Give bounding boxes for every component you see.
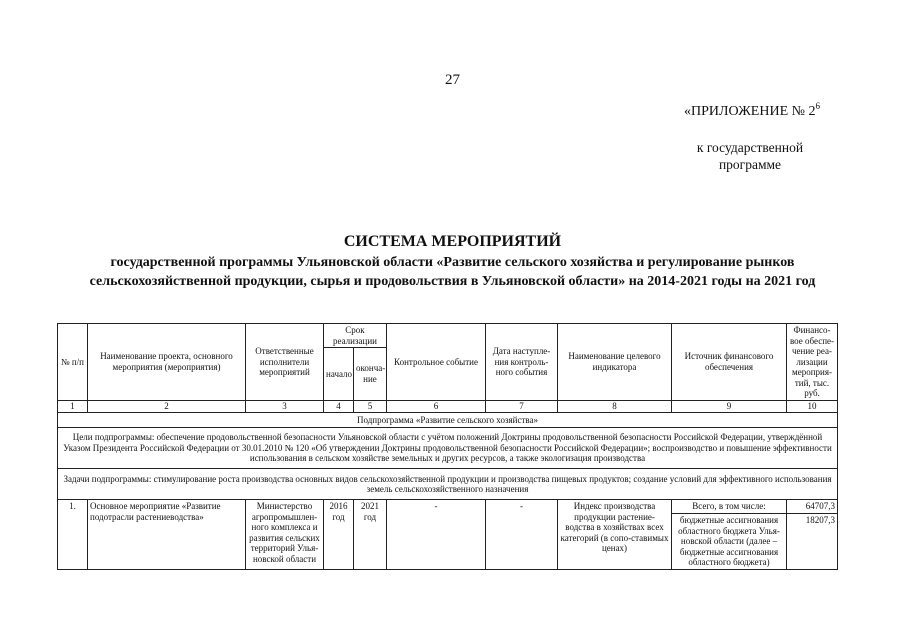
table-row xyxy=(58,500,838,514)
appendix-subtitle xyxy=(690,139,810,173)
end-year: 2021 год xyxy=(354,500,387,570)
subprogram-row xyxy=(58,412,838,428)
column-number: 4 xyxy=(324,400,354,412)
header-num: № п/п xyxy=(58,324,88,401)
document-title: СИСТЕМА МЕРОПРИЯТИЙ xyxy=(343,233,562,250)
source-total: Всего, в том числе: xyxy=(672,500,787,514)
column-numbers-row xyxy=(58,400,838,412)
executor-name: Министерство агропромышлен-ного комплекса и развития сельских территорий Улья-новской области xyxy=(246,500,324,570)
appendix-line-2: программе xyxy=(718,157,782,172)
control-date: - xyxy=(486,500,558,570)
header-executors: Ответственные исполнители мероприятий xyxy=(246,324,324,401)
tasks-row xyxy=(58,469,838,500)
column-number: 8 xyxy=(558,400,672,412)
header-term: Срок реализации xyxy=(324,324,387,348)
header-event: Контрольное событие xyxy=(387,324,486,401)
appendix-text: «ПРИЛОЖЕНИЕ № 2 xyxy=(684,104,816,119)
column-number: 10 xyxy=(787,400,838,412)
column-number: 1 xyxy=(58,400,88,412)
row-number: 1. xyxy=(58,500,88,570)
subprogram-goals: Цели подпрограммы: обеспечение продовольственной безопасности Ульяновской области с учётом положений Доктрины продовольственной безопасности Российской Федерации, утверждённой Указом Президента Российской Федерации от 30.01.2010 № 120 «Об утверждении Доктрины продовольственной безопасности Российской Федерации»; воспроизводство и повышение эффективности использования в сельском хозяйстве земельных и других ресурсов, а также экологизация производства xyxy=(58,428,838,469)
header-end: оконча-ние xyxy=(354,348,387,401)
column-number: 3 xyxy=(246,400,324,412)
page-number: 27 xyxy=(445,72,460,88)
control-event: - xyxy=(387,500,486,570)
column-number: 6 xyxy=(387,400,486,412)
goals-row xyxy=(58,428,838,469)
target-indicator: Индекс производства продукции растение-водства в хозяйствах всех категорий (в сопо-ставимых ценах) xyxy=(558,500,672,570)
measure-name: Основное мероприятие «Развитие подотрасли растениеводства» xyxy=(88,500,246,570)
appendix-superscript: 6 xyxy=(815,101,820,111)
subprogram-tasks: Задачи подпрограммы: стимулирование роста производства основных видов сельскохозяйственной продукции и производства пищевых продуктов; создание условий для эффективного использования земель сельскохозяйственного назначения xyxy=(58,469,838,500)
header-finance: Финансо-вое обеспе-чение реа-лизации мероприя-тий, тыс. руб. xyxy=(787,324,838,401)
column-number: 7 xyxy=(486,400,558,412)
appendix-label xyxy=(684,101,820,120)
header-indicator: Наименование целевого индикатора xyxy=(558,324,672,401)
subprogram-title: Подпрограмма «Развитие сельского хозяйства» xyxy=(58,412,838,428)
appendix-line-1: к государственной xyxy=(696,140,804,155)
source-budget: бюджетные ассигнования областного бюджета Улья-новской области (далее – бюджетные ассигнования областного бюджета) xyxy=(672,514,787,570)
header-source: Источник финансового обеспечения xyxy=(672,324,787,401)
header-name: Наименование проекта, основного мероприятия (мероприятия) xyxy=(88,324,246,401)
measures-table xyxy=(57,323,838,570)
amount-total: 64707,3 xyxy=(787,500,838,514)
header-start: начало xyxy=(324,348,354,401)
header-date: Дата наступле-ния контроль-ного события xyxy=(486,324,558,401)
column-number: 2 xyxy=(88,400,246,412)
table-header-row xyxy=(58,324,838,348)
column-number: 5 xyxy=(354,400,387,412)
amount-budget: 18207,3 xyxy=(787,514,838,570)
start-year: 2016 год xyxy=(324,500,354,570)
document-subtitle: государственной программы Ульяновской области «Развитие сельского хозяйства и регулирование рынков сельскохозяйственной продукции, сырья и продовольствия в Ульяновской области» на 2014-2021 годы на 2021 год xyxy=(89,255,816,289)
column-number: 9 xyxy=(672,400,787,412)
